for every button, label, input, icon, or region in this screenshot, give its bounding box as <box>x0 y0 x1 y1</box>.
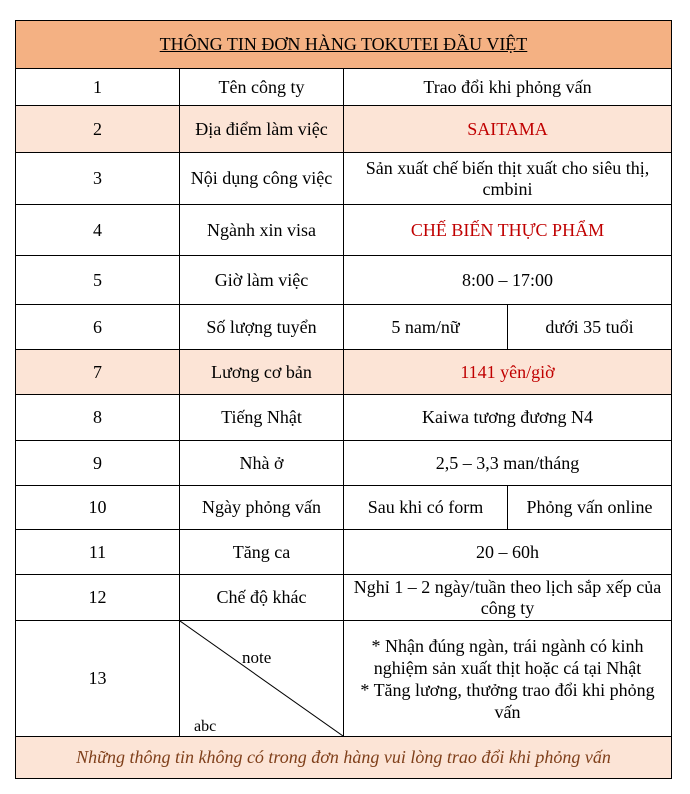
row-label: Nội dụng công việc <box>180 153 344 205</box>
row-value: 1141 yên/giờ <box>344 350 672 395</box>
footer-note: Những thông tin không có trong đơn hàng vui lòng trao đổi khi phỏng vấn <box>16 737 672 779</box>
diagonal-top-label: note <box>242 648 272 667</box>
row-number: 1 <box>16 69 180 106</box>
row-number: 11 <box>16 530 180 575</box>
row-value: Sản xuất chế biến thịt xuất cho siêu thị, cmbini <box>344 153 672 205</box>
table-row <box>16 69 672 106</box>
row-number: 9 <box>16 441 180 486</box>
table-row <box>16 621 672 737</box>
diagonal-split-cell <box>180 621 344 737</box>
row-number: 8 <box>16 395 180 441</box>
row-value: 8:00 – 17:00 <box>344 256 672 305</box>
row-label: Nhà ở <box>180 441 344 486</box>
table-row <box>16 205 672 256</box>
row-value: 20 – 60h <box>344 530 672 575</box>
row-value: Kaiwa tương đương N4 <box>344 395 672 441</box>
footer-row <box>16 737 672 779</box>
row-label: Ngày phỏng vấn <box>180 486 344 530</box>
note-line: * Tăng lương, thưởng trao đổi khi phỏng vấn <box>360 679 655 722</box>
table-row <box>16 441 672 486</box>
row-number: 13 <box>16 621 180 737</box>
row-number: 7 <box>16 350 180 395</box>
row-number: 4 <box>16 205 180 256</box>
table-header-row <box>16 21 672 69</box>
row-value: Sau khi có form <box>344 486 508 530</box>
row-value: Trao đổi khi phỏng vấn <box>344 69 672 106</box>
row-value: SAITAMA <box>344 106 672 153</box>
row-label: Số lượng tuyển <box>180 305 344 350</box>
table-row <box>16 530 672 575</box>
row-value: 5 nam/nữ <box>344 305 508 350</box>
row-value-secondary: Phỏng vấn online <box>508 486 672 530</box>
table-title: THÔNG TIN ĐƠN HÀNG TOKUTEI ĐẦU VIỆT <box>16 21 672 69</box>
row-number: 3 <box>16 153 180 205</box>
row-value: CHẾ BIẾN THỰC PHẨM <box>344 205 672 256</box>
diagonal-bottom-label: abc <box>194 718 217 735</box>
row-label: Ngành xin visa <box>180 205 344 256</box>
table-row <box>16 106 672 153</box>
row-number: 6 <box>16 305 180 350</box>
row-number: 5 <box>16 256 180 305</box>
order-info-table <box>15 20 672 779</box>
row-value: 2,5 – 3,3 man/tháng <box>344 441 672 486</box>
row-label: Tiếng Nhật <box>180 395 344 441</box>
row-value: Nghỉ 1 – 2 ngày/tuần theo lịch sắp xếp của công ty <box>344 575 672 621</box>
table-row <box>16 305 672 350</box>
row-label: Tăng ca <box>180 530 344 575</box>
note-line: * Nhận đúng ngàn, trái ngành có kinh nghiệm sản xuất thịt hoặc cá tại Nhật <box>371 635 644 678</box>
table-row <box>16 575 672 621</box>
table-row <box>16 350 672 395</box>
row-label: Giờ làm việc <box>180 256 344 305</box>
row-label: Địa điểm làm việc <box>180 106 344 153</box>
row-label: Chế độ khác <box>180 575 344 621</box>
table-row <box>16 256 672 305</box>
table-row <box>16 153 672 205</box>
row-label: Tên công ty <box>180 69 344 106</box>
row-number: 2 <box>16 106 180 153</box>
row-number: 10 <box>16 486 180 530</box>
notes-cell <box>344 621 672 737</box>
table-row <box>16 486 672 530</box>
row-label: Lương cơ bản <box>180 350 344 395</box>
row-value-secondary: dưới 35 tuổi <box>508 305 672 350</box>
table-row <box>16 395 672 441</box>
row-number: 12 <box>16 575 180 621</box>
